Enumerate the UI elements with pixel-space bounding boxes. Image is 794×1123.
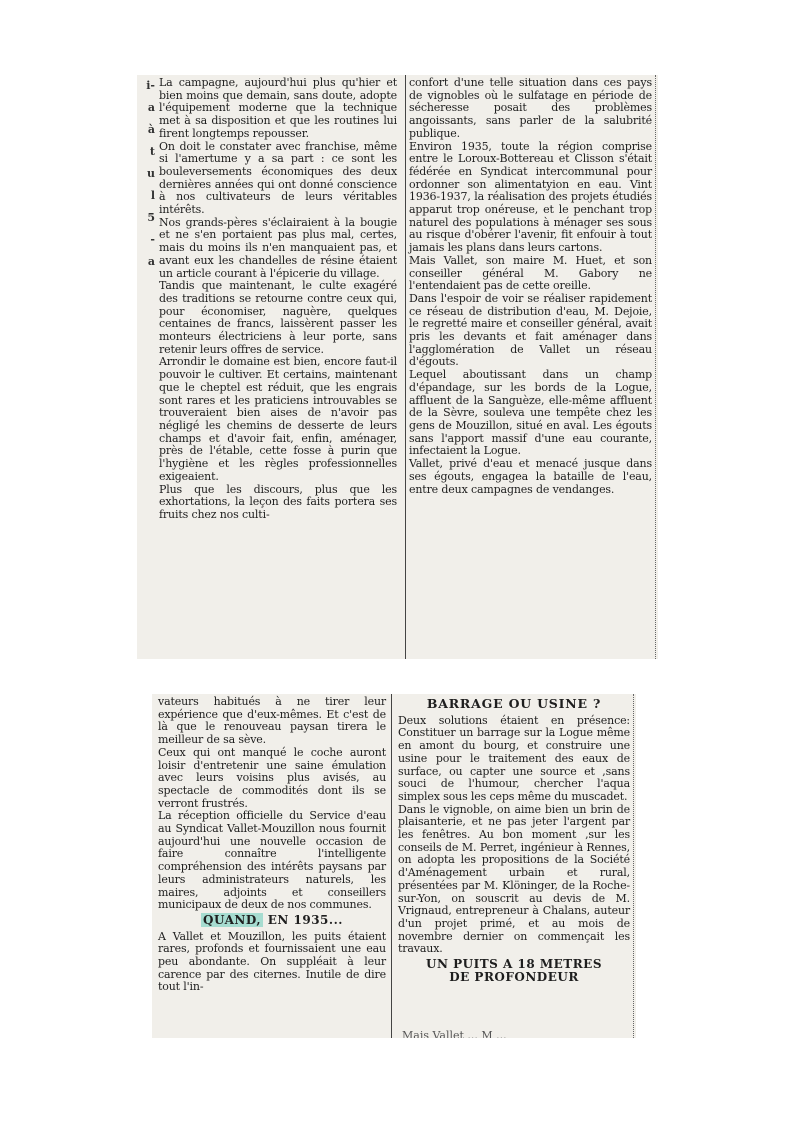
edge-char: u <box>147 167 155 180</box>
edge-char: a <box>147 101 155 114</box>
paragraph: Dans le vignoble, on aime bien un brin de plaisanterie, et ne pas jeter l'argent par les fenêtres. Au bon moment ,sur les conseils de M. Perret, ingénieur à Rennes, on adopta les propositions de la Société d'Aménagement urbain et rural, présentées par M. Klöninger, de la Roche-sur-Yon, on souscrit au devis de M. Vrignaud, entrepreneur à Chalans, auteur d'un projet primé, et au mois de novembre dernier on commençait les travaux. <box>398 802 630 956</box>
paragraph: Lequel aboutissant dans un champ d'épandage, sur les bords de la Logue, affluent de la Sanguèze, elle-même affluent de la Sèvre, souleva une tempête chez les gens de Mouzillon, situé en aval. Les égouts sans l'apport massif d'une eau courante, infectaient la Logue. <box>409 368 652 458</box>
section-heading <box>158 914 386 927</box>
paragraph: A Vallet et Mouzillon, les puits étaient rares, profonds et fournissaient une eau peu abondante. On suppléait à leur carence par des citernes. Inutile de dire tout l'in- <box>158 929 386 994</box>
cut-off-line: Mais Vallet ... M ... <box>402 1029 507 1038</box>
paragraph: vateurs habitués à ne tirer leur expérience que d'eux-mêmes. Et c'est de là que le renouveau paysan tirera le meilleur de sa sève. <box>158 695 386 747</box>
paragraph: Dans l'espoir de voir se réaliser rapidement ce réseau de distribution d'eau, M. Dejoie, le regretté maire et conseiller général, avait pris les devants et fait aménager dans l'agglomération de Vallet un réseau d'égouts. <box>409 291 652 369</box>
paragraph: Tandis que maintenant, le culte exagéré des traditions se retourne contre ceux qui, pour économiser, naguère, quelques centaines de francs, laissèrent passer les monteurs électriciens à leur porte, sans retenir leurs offres de service. <box>159 279 397 356</box>
edge-char: i- <box>146 79 155 92</box>
paragraph: Environ 1935, toute la région comprise entre le Loroux-Bottereau et Clisson s'était fédérée en Syndicat intercommunal pour ordonner son alimentatyion en eau. Vint 1936-1937, la réalisation des projets étudiés apparut trop onéreuse, et le penchant trop naturel des populations à ménager ses sous au risque d'obérer l'avenir, fit enfouir à tout jamais les plans dans leurs cartons. <box>409 139 652 255</box>
newspaper-clipping-2 <box>152 694 636 1038</box>
edge-char: - <box>150 233 155 246</box>
edge-char: à <box>147 123 155 136</box>
right-edge-rule <box>655 75 656 659</box>
newspaper-clipping-1 <box>137 75 658 659</box>
edge-char: 5 <box>147 211 155 224</box>
left-edge-strip <box>137 75 157 659</box>
section-heading: UN PUITS A 18 METRES DE PROFONDEUR <box>426 957 602 984</box>
edge-char: t <box>149 145 155 158</box>
paragraph: Arrondir le domaine est bien, encore faut-il pouvoir le cultiver. Et certains, maintenant que le cheptel est réduit, que les engrais sont rares et les praticiens introuvables se trouveraient bien aises de n'avoir pas négligé les chemins de desserte de leurs champs et d'avoir fait, enfin, aménager, près de l'étable, cette fosse à purin que l'hygiène et les règles professionnelles exigeaient. <box>159 355 397 483</box>
paragraph: La campagne, aujourd'hui plus qu'hier et bien moins que demain, sans doute, adopte l'équipement moderne que la technique met à sa disposition et que les routines lui firent longtemps repousser. <box>159 76 397 140</box>
article-column-right <box>398 696 630 987</box>
paragraph: On doit le constater avec franchise, même si l'amertume y a sa part : ce sont les bouleversements économiques des deux dernières années qui ont donné conscience à nos cultivateurs de leurs véritables intérêts. <box>159 139 397 217</box>
article-column-left <box>158 696 386 994</box>
paragraph: Ceux qui ont manqué le coche auront loisir d'entretenir une saine émulation avec leurs voisins plus avisés, au spectacle de commodités dont ils se verront frustrés. <box>158 745 386 810</box>
section-heading: BARRAGE OU USINE ? <box>426 696 602 711</box>
article-column-right <box>409 77 652 496</box>
edge-char: l <box>150 189 155 202</box>
right-edge-rule <box>633 694 634 1038</box>
highlighted-word: QUAND, <box>203 912 262 927</box>
paragraph: Plus que les discours, plus que les exhortations, la leçon des faits portera ses fruits chez nos culti- <box>159 482 397 521</box>
column-rule <box>391 694 392 1038</box>
heading-rest: EN 1935... <box>263 912 343 927</box>
column-rule <box>405 75 406 659</box>
edge-char: a <box>147 255 155 268</box>
paragraph: confort d'une telle situation dans ces pays de vignobles où le sulfatage en période de sécheresse posait des problèmes angoissants, sans parler de la salubrité publique. <box>409 76 652 140</box>
paragraph: Vallet, privé d'eau et menacé jusque dans ses égouts, engagea la bataille de l'eau, entre deux campagnes de vendanges. <box>409 457 652 496</box>
paragraph: Mais Vallet, son maire M. Huet, et son conseiller général M. Gabory ne l'entendaient pas de cette oreille. <box>409 253 652 293</box>
article-column-left <box>159 77 397 522</box>
paragraph: Nos grands-pères s'éclairaient à la bougie et ne s'en portaient pas plus mal, certes, mais du moins ils n'en manquaient pas, et avant eux les chandelles de résine étaient un article courant à l'épicerie du village. <box>159 215 397 280</box>
paragraph: Deux solutions étaient en présence: Constituer un barrage sur la Logue même en amont du bourg, et construire une usine pour le traitement des eaux de surface, ou capter une source et ,sans souci de l'humour, chercher l'aqua simplex sous les ceps même du muscadet. <box>398 713 630 803</box>
paragraph: La réception officielle du Service d'eau au Syndicat Vallet-Mouzillon nous fournit aujourd'hui une nouvelle occasion de faire connaître l'intelligente compréhension des intérêts paysans par leurs administrateurs naturels, les maires, adjoints et conseillers municipaux de deux de nos communes. <box>158 809 386 912</box>
